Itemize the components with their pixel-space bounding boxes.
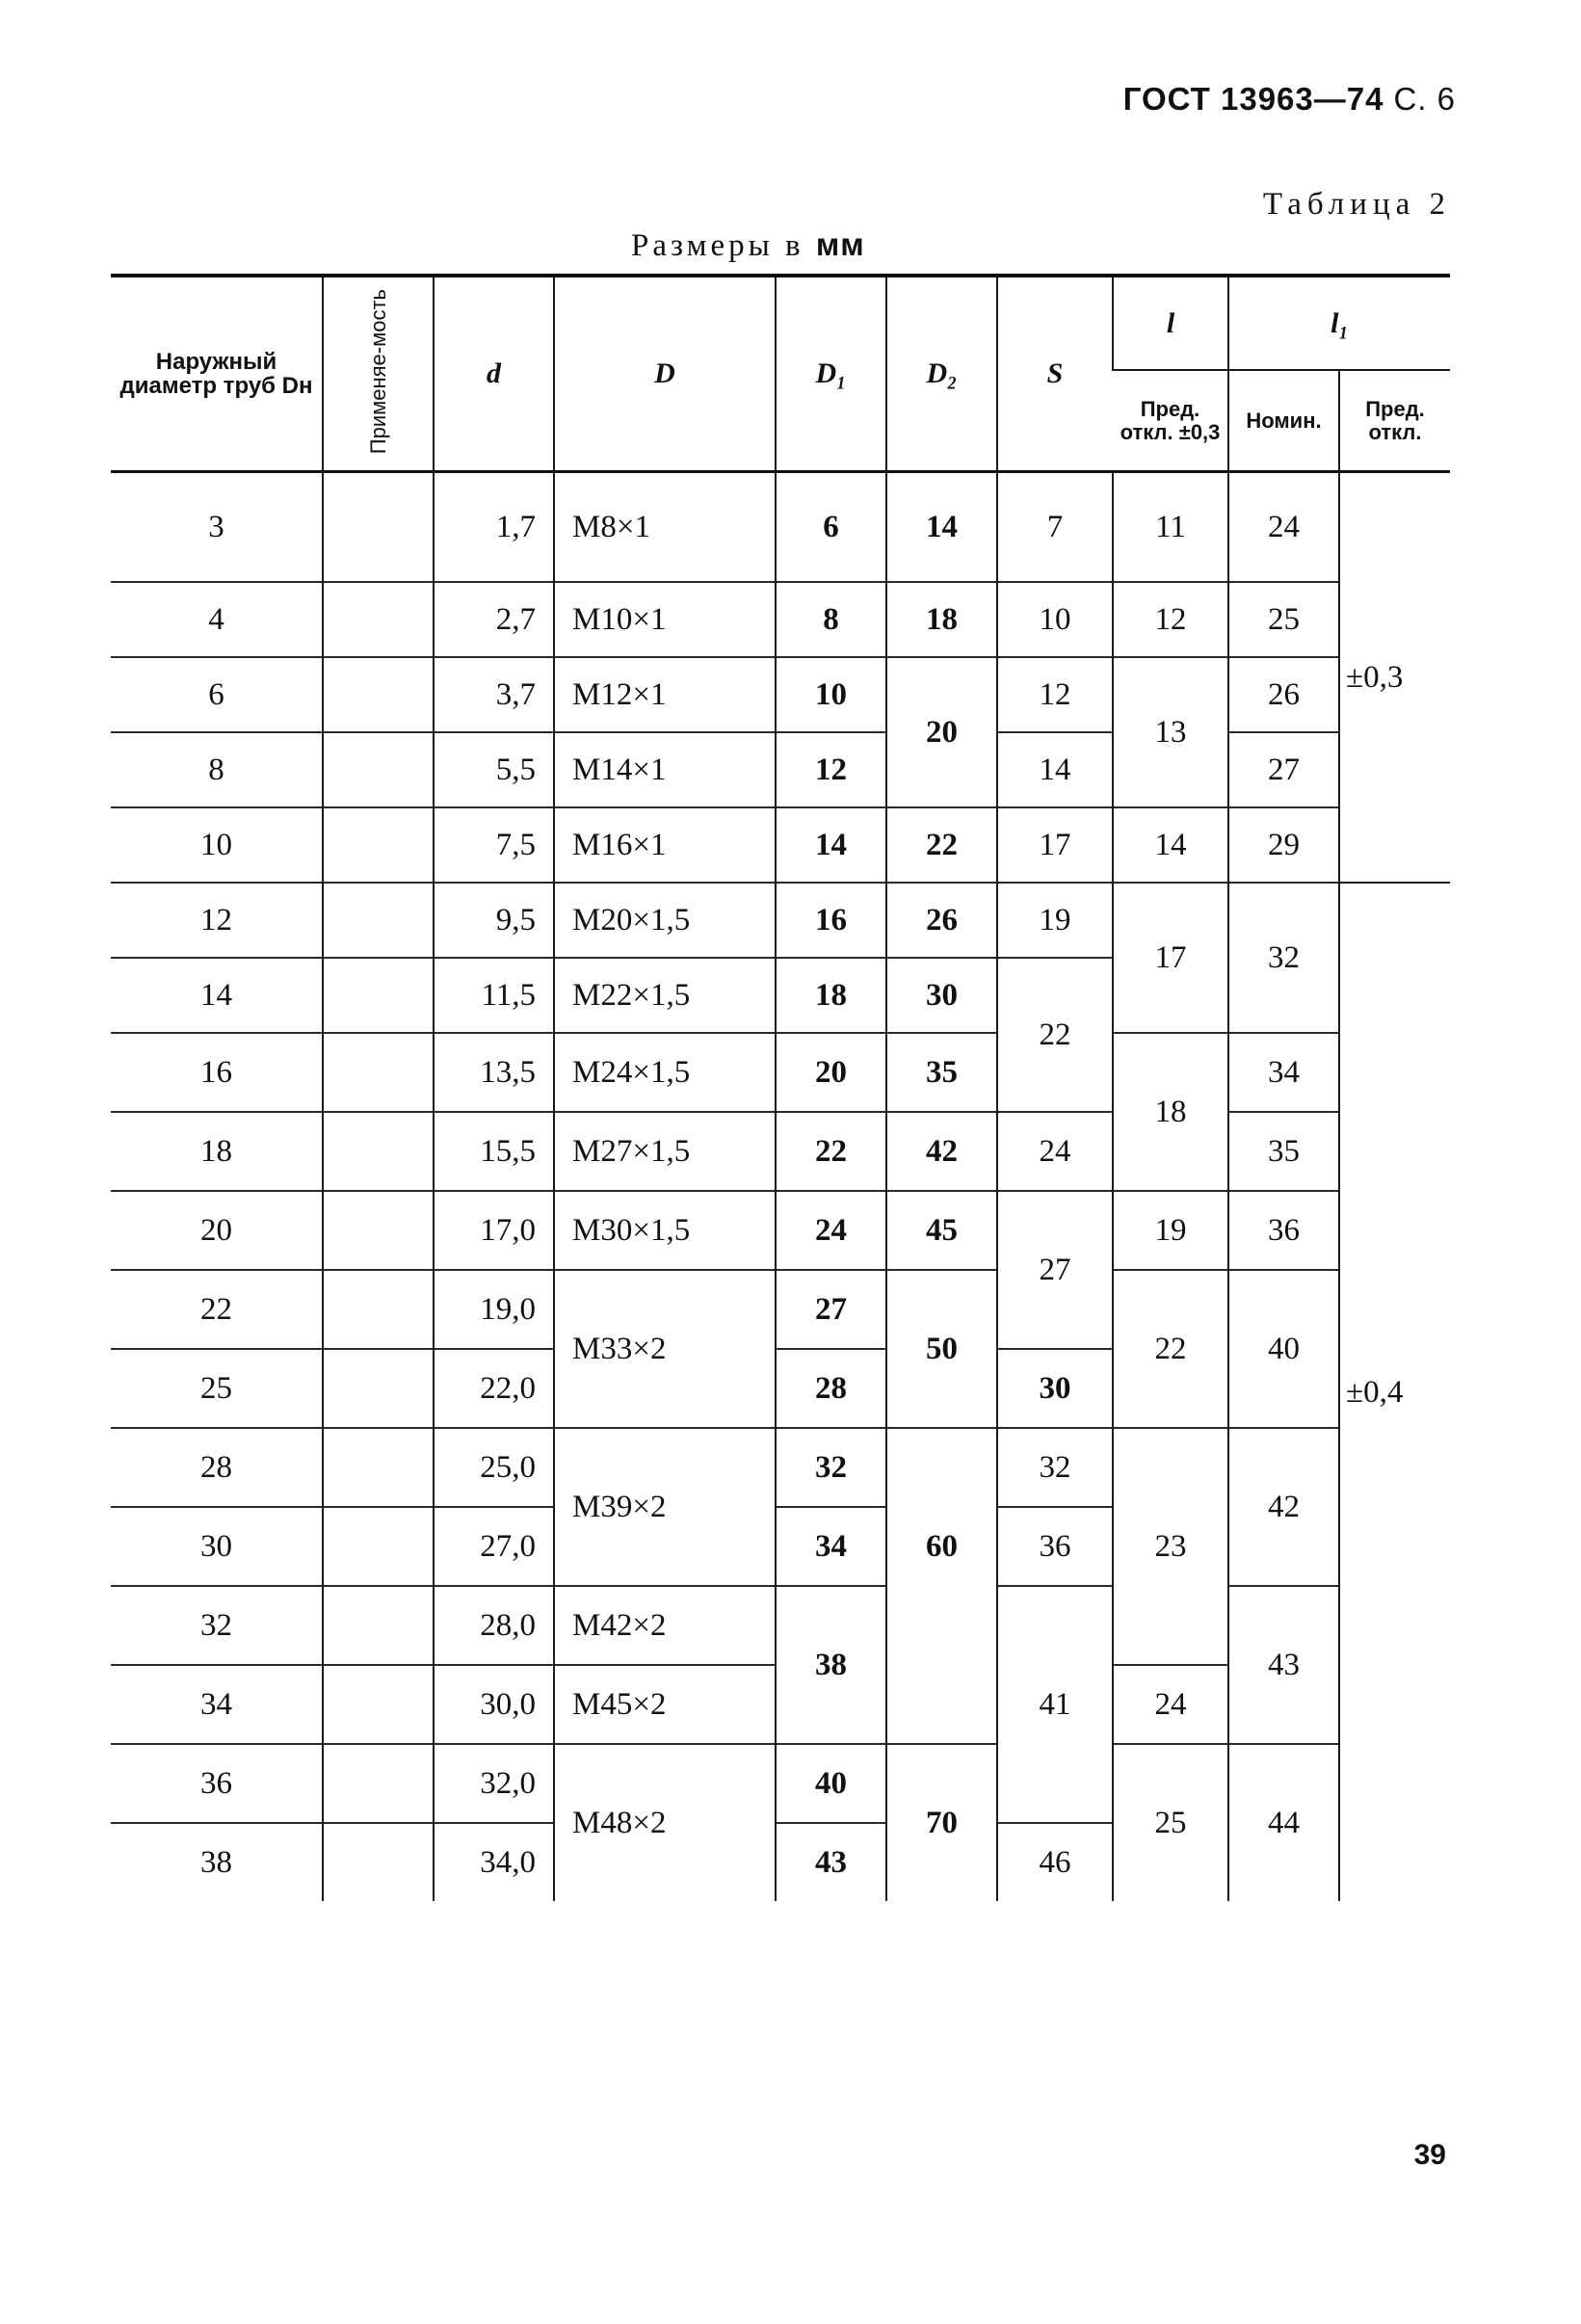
table-row [111, 807, 1450, 883]
cell-D: M14×1 [554, 732, 776, 807]
cell-d: 28,0 [434, 1586, 554, 1665]
cell-D: M42×2 [554, 1586, 776, 1665]
cell-D: M48×2 [554, 1744, 776, 1901]
cell-dn: 4 [111, 582, 323, 657]
cell-l1: 35 [1228, 1112, 1339, 1191]
cell-applicability [323, 1033, 434, 1112]
header-applicability-text: Применяе-мость [365, 288, 390, 455]
cell-D: M20×1,5 [554, 883, 776, 958]
cell-dn: 20 [111, 1191, 323, 1270]
header-D1 [776, 276, 886, 472]
cell-l: 12 [1113, 582, 1228, 657]
cell-D: M27×1,5 [554, 1112, 776, 1191]
table-row [111, 732, 1450, 807]
table-row [111, 657, 1450, 732]
cell-D: M22×1,5 [554, 958, 776, 1033]
cell-dn: 32 [111, 1586, 323, 1665]
cell-l: 24 [1113, 1665, 1228, 1744]
cell-d: 32,0 [434, 1744, 554, 1823]
cell-dn: 30 [111, 1507, 323, 1586]
cell-D1: 22 [776, 1112, 886, 1191]
cell-d: 2,7 [434, 582, 554, 657]
header-D [554, 276, 776, 472]
cell-dn: 10 [111, 807, 323, 883]
cell-dn: 38 [111, 1823, 323, 1901]
cell-d: 15,5 [434, 1112, 554, 1191]
cell-d: 7,5 [434, 807, 554, 883]
cell-applicability [323, 732, 434, 807]
cell-d: 17,0 [434, 1191, 554, 1270]
cell-D2: 26 [886, 883, 997, 958]
cell-D2: 45 [886, 1191, 997, 1270]
cell-D: M33×2 [554, 1270, 776, 1428]
cell-dn: 12 [111, 883, 323, 958]
header-d-text: d [487, 357, 501, 390]
cell-D2: 60 [886, 1428, 997, 1665]
cell-l1: 32 [1228, 883, 1339, 1033]
cell-d: 25,0 [434, 1428, 554, 1507]
cell-D2: 42 [886, 1112, 997, 1191]
cell-dn: 18 [111, 1112, 323, 1191]
units-prefix: Размеры в [631, 228, 804, 263]
page-header [1123, 81, 1456, 118]
cell-l: 18 [1113, 1033, 1228, 1191]
cell-applicability [323, 1428, 434, 1507]
header-l1-text: l₁ [1331, 306, 1349, 339]
cell-S: 32 [997, 1428, 1113, 1507]
cell-l1: 27 [1228, 732, 1339, 807]
cell-D1: 27 [776, 1270, 886, 1349]
cell-D1: 34 [776, 1507, 886, 1586]
cell-D2: 50 [886, 1270, 997, 1428]
cell-D2: 22 [886, 807, 997, 883]
cell-applicability [323, 1744, 434, 1823]
cell-applicability [323, 1191, 434, 1270]
cell-applicability [323, 807, 434, 883]
cell-l: 14 [1113, 807, 1228, 883]
cell-S: 30 [997, 1349, 1113, 1428]
cell-S: 17 [997, 807, 1113, 883]
cell-applicability [323, 1349, 434, 1428]
cell-applicability [323, 1507, 434, 1586]
cell-l: 11 [1113, 472, 1228, 583]
cell-dn: 14 [111, 958, 323, 1033]
cell-d: 9,5 [434, 883, 554, 958]
header-D-text: D [654, 357, 675, 390]
cell-d: 19,0 [434, 1270, 554, 1349]
cell-D: M30×1,5 [554, 1191, 776, 1270]
cell-D1: 6 [776, 472, 886, 583]
table-row [111, 1033, 1450, 1112]
cell-D1: 10 [776, 657, 886, 732]
cell-D1: 18 [776, 958, 886, 1033]
header-l1 [1228, 276, 1450, 370]
cell-S: 7 [997, 472, 1113, 583]
cell-dn: 3 [111, 472, 323, 583]
cell-S: 24 [997, 1112, 1113, 1191]
header-l [1113, 276, 1228, 370]
units-unit: мм [815, 226, 865, 262]
cell-applicability [323, 582, 434, 657]
table-row [111, 1428, 1450, 1507]
cell-dn: 22 [111, 1270, 323, 1349]
cell-D1: 20 [776, 1033, 886, 1112]
table-row [111, 582, 1450, 657]
standard-code: ГОСТ 13963—74 [1122, 81, 1384, 117]
cell-dn: 6 [111, 657, 323, 732]
cell-S: 10 [997, 582, 1113, 657]
table-row [111, 1744, 1450, 1823]
cell-S: 12 [997, 657, 1113, 732]
cell-dn: 25 [111, 1349, 323, 1428]
cell-applicability [323, 1823, 434, 1901]
cell-S: 41 [997, 1586, 1113, 1823]
table-row [111, 1586, 1450, 1665]
cell-d: 3,7 [434, 657, 554, 732]
cell-l1-tolerance: ±0,4 [1339, 883, 1450, 1901]
cell-D1: 32 [776, 1428, 886, 1507]
cell-d: 30,0 [434, 1665, 554, 1744]
table-row [111, 883, 1450, 958]
cell-applicability [323, 958, 434, 1033]
cell-applicability [323, 472, 434, 583]
cell-applicability [323, 1270, 434, 1349]
cell-dn: 16 [111, 1033, 323, 1112]
cell-l1: 34 [1228, 1033, 1339, 1112]
cell-d: 34,0 [434, 1823, 554, 1901]
cell-D2: 70 [886, 1744, 997, 1901]
cell-dn: 34 [111, 1665, 323, 1744]
cell-l1: 44 [1228, 1744, 1339, 1901]
cell-l1-tolerance: ±0,3 [1339, 472, 1450, 884]
cell-D2: 30 [886, 958, 997, 1033]
cell-D1: 38 [776, 1586, 886, 1744]
cell-D1: 14 [776, 807, 886, 883]
cell-applicability [323, 657, 434, 732]
header-D2-text: D₂ [926, 357, 958, 390]
header-applicability [323, 276, 434, 472]
cell-l1: 40 [1228, 1270, 1339, 1428]
cell-l: 17 [1113, 883, 1228, 1033]
cell-d: 27,0 [434, 1507, 554, 1586]
cell-D1: 24 [776, 1191, 886, 1270]
cell-d: 22,0 [434, 1349, 554, 1428]
cell-d: 5,5 [434, 732, 554, 807]
header-D2 [886, 276, 997, 472]
cell-applicability [323, 883, 434, 958]
header-dn: Наружный диаметр труб Dн [111, 276, 323, 472]
cell-applicability [323, 1112, 434, 1191]
cell-D2-empty [886, 1665, 997, 1744]
cell-dn: 36 [111, 1744, 323, 1823]
cell-D: M39×2 [554, 1428, 776, 1586]
dimensions-table-wrap [111, 274, 1450, 1901]
cell-D: M24×1,5 [554, 1033, 776, 1112]
header-S-text: S [1046, 357, 1064, 390]
cell-S: 14 [997, 732, 1113, 807]
cell-D1: 43 [776, 1823, 886, 1901]
cell-d: 11,5 [434, 958, 554, 1033]
cell-S: 19 [997, 883, 1113, 958]
cell-l: 25 [1113, 1744, 1228, 1901]
cell-l1: 42 [1228, 1428, 1339, 1586]
header-l1-nominal: Номин. [1228, 370, 1339, 472]
cell-d: 13,5 [434, 1033, 554, 1112]
cell-l1: 26 [1228, 657, 1339, 732]
cell-S: 27 [997, 1191, 1113, 1349]
cell-D2: 18 [886, 582, 997, 657]
cell-l1: 29 [1228, 807, 1339, 883]
cell-d: 1,7 [434, 472, 554, 583]
header-S [997, 276, 1113, 472]
cell-applicability [323, 1586, 434, 1665]
units-caption [631, 226, 865, 264]
cell-S: 22 [997, 958, 1113, 1112]
cell-D1: 28 [776, 1349, 886, 1428]
table-row [111, 1270, 1450, 1349]
cell-l1: 43 [1228, 1586, 1339, 1744]
cell-l: 19 [1113, 1191, 1228, 1270]
cell-D1: 12 [776, 732, 886, 807]
table-row [111, 472, 1450, 583]
header-d [434, 276, 554, 472]
cell-l: 22 [1113, 1270, 1228, 1428]
cell-dn: 28 [111, 1428, 323, 1507]
cell-l: 23 [1113, 1428, 1228, 1665]
cell-D1: 8 [776, 582, 886, 657]
header-l-tolerance: Пред. откл. ±0,3 [1113, 370, 1228, 472]
table-row [111, 1112, 1450, 1191]
cell-l: 13 [1113, 657, 1228, 807]
cell-applicability [323, 1665, 434, 1744]
cell-S: 46 [997, 1823, 1113, 1901]
cell-S: 36 [997, 1507, 1113, 1586]
cell-D1: 40 [776, 1744, 886, 1823]
page-number: 39 [1413, 2139, 1446, 2171]
table-row [111, 1191, 1450, 1270]
cell-D: M16×1 [554, 807, 776, 883]
cell-D2: 20 [886, 657, 997, 807]
cell-dn: 8 [111, 732, 323, 807]
header-l-text: l [1166, 306, 1175, 339]
dimensions-table [111, 274, 1450, 1901]
cell-D1: 16 [776, 883, 886, 958]
cell-l1: 24 [1228, 472, 1339, 583]
header-D1-text: D₁ [815, 357, 847, 390]
cell-l1: 25 [1228, 582, 1339, 657]
table-label: Таблица 2 [1262, 187, 1451, 222]
header-l1-tolerance: Пред. откл. [1339, 370, 1450, 472]
cell-D: M45×2 [554, 1665, 776, 1744]
cell-D2: 35 [886, 1033, 997, 1112]
cell-D2: 14 [886, 472, 997, 583]
cell-l1: 36 [1228, 1191, 1339, 1270]
page-ref: С. 6 [1393, 81, 1456, 117]
cell-D: M12×1 [554, 657, 776, 732]
cell-D: M10×1 [554, 582, 776, 657]
cell-D: M8×1 [554, 472, 776, 583]
